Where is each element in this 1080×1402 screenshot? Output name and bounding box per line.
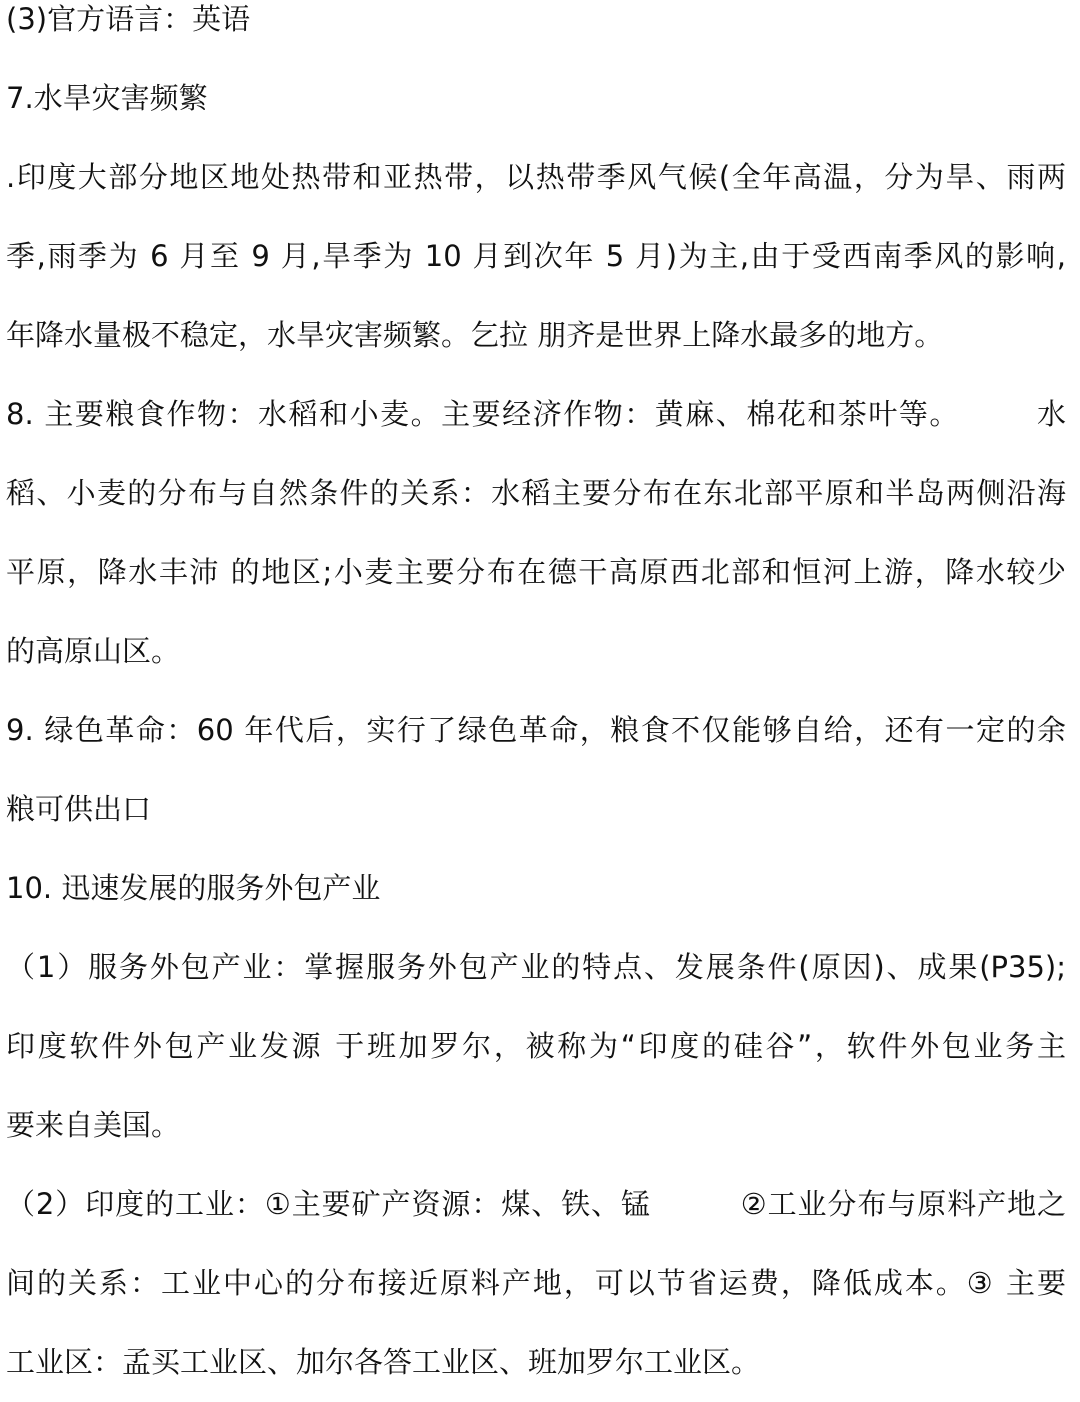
paragraph-line: 印度软件外包产业发源 于班加罗尔，被称为“印度的硅谷”，软件外包业务主 <box>6 1029 1066 1063</box>
heading-7: 7.水旱灾害频繁 <box>6 81 208 115</box>
paragraph-line: 稻、小麦的分布与自然条件的关系：水稻主要分布在东北部平原和半岛两侧沿海 <box>6 476 1066 510</box>
section-language: (3)官方语言：英语 <box>6 2 251 36</box>
paragraph-line: 年降水量极不稳定，水旱灾害频繁。乞拉 朋齐是世界上降水最多的地方。 <box>6 318 944 352</box>
paragraph-line: 季,雨季为 6 月至 9 月,旱季为 10 月到次年 5 月)为主,由于受西南季风的影响, <box>6 239 1066 273</box>
paragraph-line: 平原，降水丰沛 的地区;小麦主要分布在德干高原西北部和恒河上游，降水较少 <box>6 555 1066 589</box>
heading-10: 10. 迅速发展的服务外包产业 <box>6 871 381 905</box>
subsection-2: （2）印度的工业：①主要矿产资源：煤、铁、锰 ②工业分布与原料产地之 <box>6 1187 1066 1221</box>
paragraph-line: 工业区：孟买工业区、加尔各答工业区、班加罗尔工业区。 <box>6 1345 761 1379</box>
paragraph-line: 要来自美国。 <box>6 1108 181 1142</box>
subsection-1: （1）服务外包产业：掌握服务外包产业的特点、发展条件(原因)、成果(P35); <box>6 950 1066 984</box>
paragraph-line: .印度大部分地区地处热带和亚热带，以热带季风气候(全年高温，分为旱、雨两 <box>6 160 1066 194</box>
heading-8: 8. 主要粮食作物：水稻和小麦。主要经济作物：黄麻、棉花和茶叶等。 水 <box>6 397 1066 431</box>
paragraph-line: 的高原山区。 <box>6 634 181 668</box>
heading-9: 9. 绿色革命：60 年代后，实行了绿色革命，粮食不仅能够自给，还有一定的余 <box>6 713 1066 747</box>
document-body <box>6 0 1066 1402</box>
paragraph-line: 间的关系：工业中心的分布接近原料产地，可以节省运费，降低成本。③ 主要 <box>6 1266 1066 1300</box>
paragraph-line: 粮可供出口 <box>6 792 152 826</box>
